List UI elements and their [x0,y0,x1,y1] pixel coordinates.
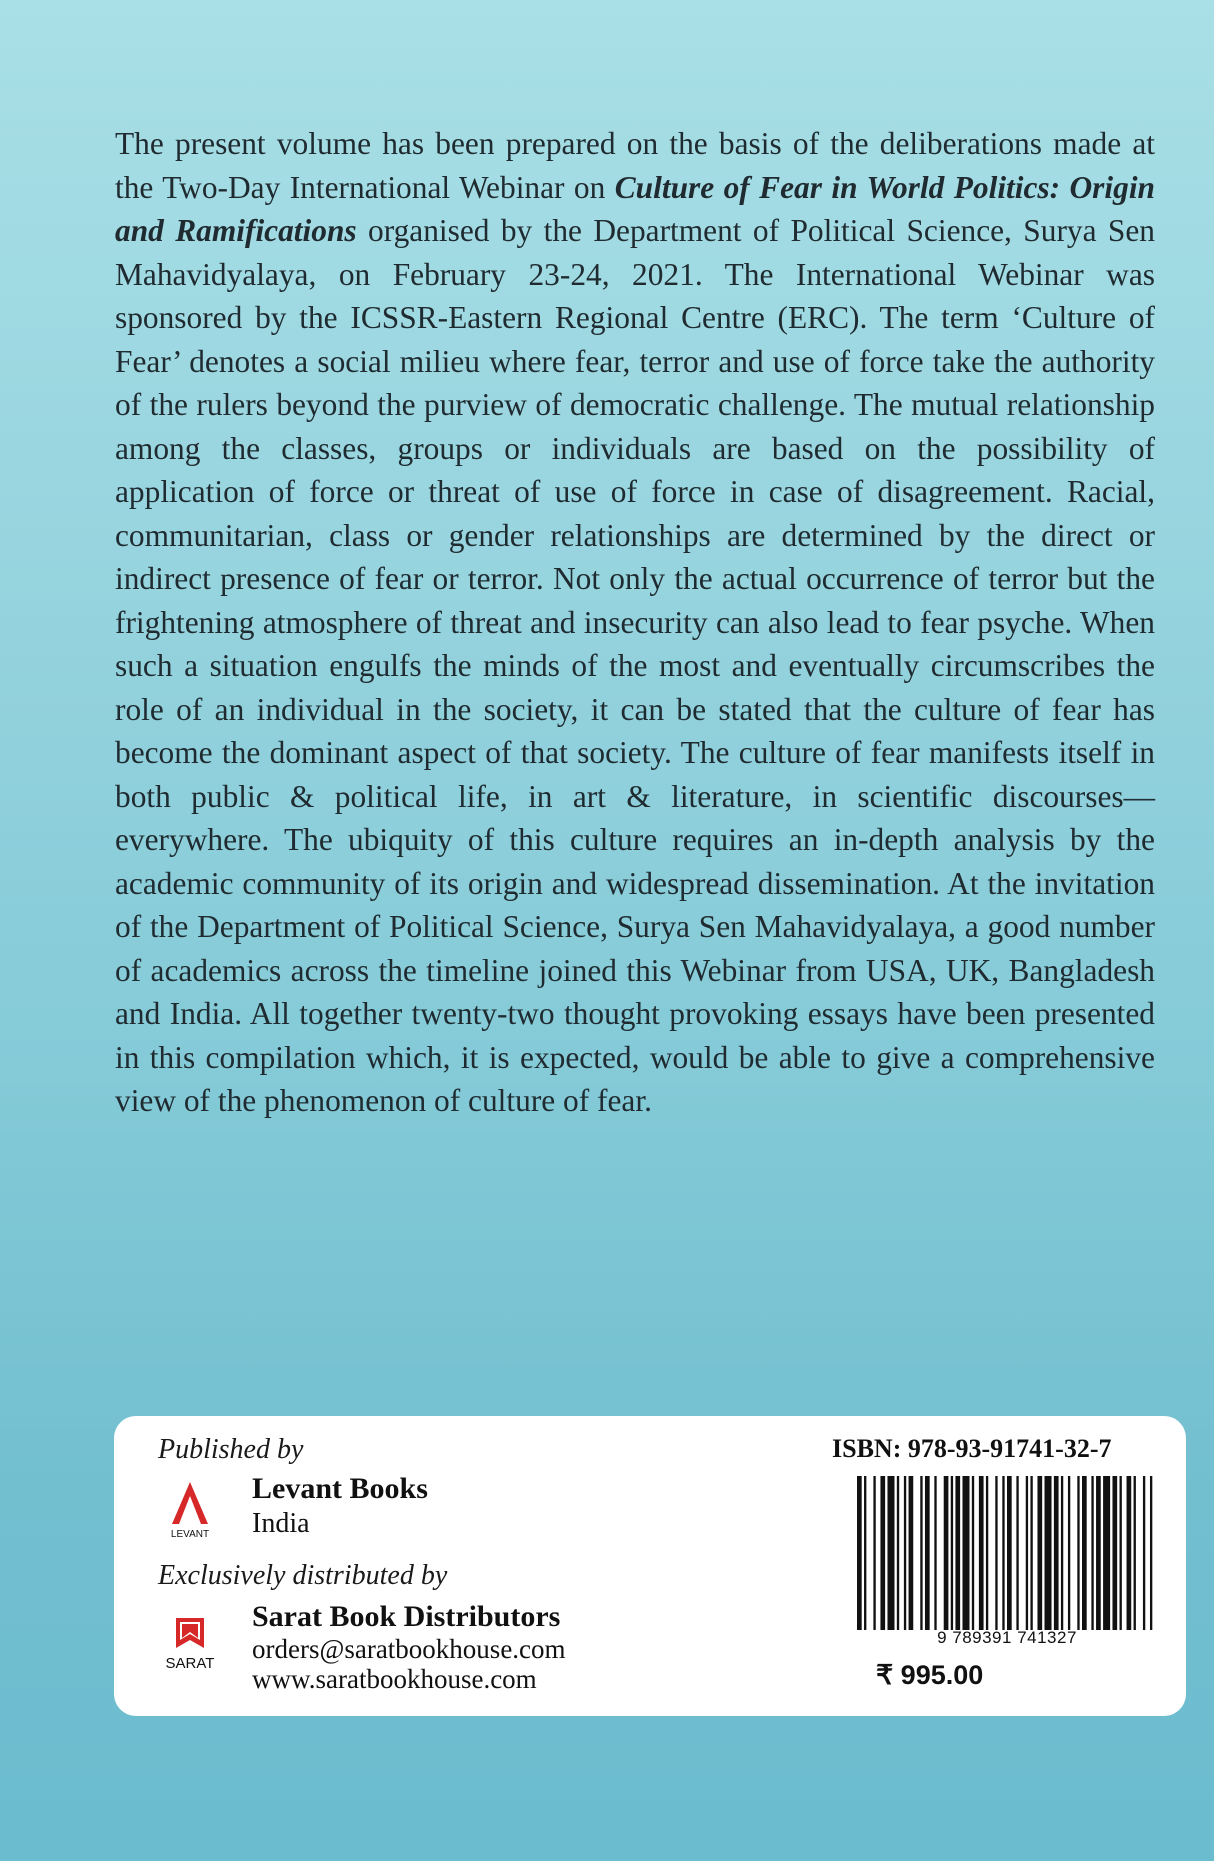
barcode-bar [920,1476,922,1630]
barcode-bar [951,1476,953,1630]
barcode-bar [1030,1476,1032,1630]
barcode-digits: 9 789391 741327 [937,1628,1077,1647]
distributed-by-label: Exclusively distributed by [158,1560,448,1591]
barcode-bar [1150,1476,1152,1630]
barcode-bar [909,1476,914,1630]
barcode-bar [880,1476,885,1630]
barcode-bar [962,1476,969,1630]
barcode-bar [972,1476,974,1630]
barcode-bar [955,1476,960,1630]
barcode-bar [986,1476,988,1630]
barcode-bar [1007,1476,1012,1630]
levant-logo-wordmark: LEVANT [170,1529,210,1540]
barcode-bar [873,1476,875,1630]
barcode-bar [1068,1476,1070,1630]
barcode-bar [1054,1476,1059,1630]
blurb-text-body: organised by the Department of Political Science, Surya Sen Mahavidyalaya, on February 23-24, 2021. The International Webinar was sponsored by the ICSSR-Eastern Regional Centre (ERC). The term ‘Culture of Fear’ denotes a social milieu where fear, terror and use of force take the authority of the rulers beyond the purview of democratic challenge. The mutual relationship among the classes, groups or individuals are based on the possibility of application of force or threat of use of force in case of disagreement. Racial, communitarian, class or gender relationships are determined by the direct or indirect presence of fear or terror. Not only the actual occurrence of terror but the frightening atmosphere of threat and insecurity can also lead to fear psyche. When such a situation engulfs the minds of the most and eventually circumscribes the role of an individual in the society, it can be stated that the culture of fear has become the dominant aspect of that society. The culture of fear manifests itself in both public & political life, in art & literature, in scientific discourses—everywhere. The ubiquity of this culture requires an in-depth analysis by the academic community of its origin and widespread dissemination. At the invitation of the Department of Political Science, Surya Sen Mahavidyalaya, a good number of academics across the timeline joined this Webinar from USA, UK, Bangladesh and India. All together twenty-two thought provoking essays have been presented in this compilation which, it is expected, would be able to give a comprehensive view of the phenomenon of culture of fear. [115,213,1155,1118]
sarat-logo-icon [162,1612,218,1678]
barcode-bar [1045,1476,1052,1630]
barcode-bar [1026,1476,1028,1630]
barcode-bar [1143,1476,1145,1630]
blurb-text-intro: The present volume has been prepared on the basis of the deliberations made at the Two-Day International Webinar on [115,126,1155,205]
publisher-country: India [252,1508,310,1539]
webinar-title: Culture of Fear in World Politics: Origin and Ramifications [115,169,1155,248]
barcode-bar [857,1476,862,1630]
barcode-bar [1120,1476,1122,1630]
sarat-logo-wordmark: SARAT [165,1655,215,1672]
back-cover-blurb [115,122,1155,1123]
barcode-bar [1096,1476,1101,1630]
barcode-bar [1037,1476,1042,1630]
barcode-bar [1082,1476,1087,1630]
barcode-bar [944,1476,949,1630]
publisher-name: Levant Books [252,1472,428,1505]
distributor-email: orders@saratbookhouse.com [252,1634,566,1664]
distributor-website: www.saratbookhouse.com [252,1664,537,1694]
barcode-bar [1091,1476,1093,1630]
barcode-bar [1016,1476,1018,1630]
barcode-bar [1103,1476,1110,1630]
barcode-bar [1002,1476,1004,1630]
barcode-bar [1061,1476,1063,1630]
barcode-bar [904,1476,906,1630]
publisher-info-panel [114,1416,1186,1716]
levant-logo-icon [168,1480,212,1540]
barcode-bar [897,1476,899,1630]
barcode-bar [1077,1476,1079,1630]
barcode-bar [864,1476,866,1630]
distributor-name: Sarat Book Distributors [252,1600,561,1633]
barcode-bar [934,1476,936,1630]
isbn-number: ISBN: 978-93-91741-32-7 [832,1434,1112,1463]
barcode-bar [995,1476,997,1630]
price-label: ₹ 995.00 [876,1660,984,1690]
barcode-bar [887,1476,894,1630]
barcode-bar [979,1476,984,1630]
published-by-label: Published by [158,1434,304,1465]
barcode-bar [1127,1476,1132,1630]
isbn-barcode [857,1476,1157,1630]
barcode-bar [1112,1476,1117,1630]
barcode-bar [1134,1476,1136,1630]
barcode-bar [925,1476,930,1630]
